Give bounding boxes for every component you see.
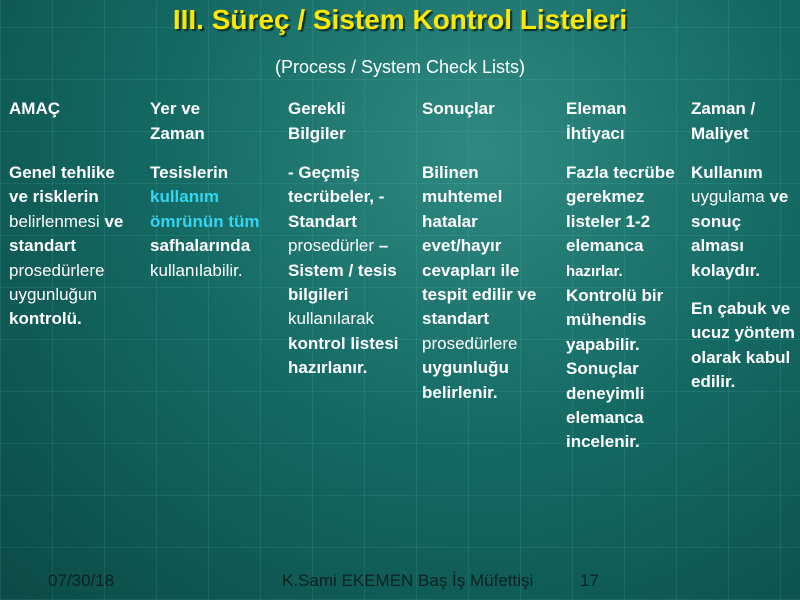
header-line: Zaman /: [691, 99, 756, 118]
cell-text: hazırlar.: [566, 262, 623, 280]
cell-text: ve sonuç alması kolaydır.: [691, 187, 789, 280]
cell-paragraph: [691, 161, 795, 283]
cell-text: Genel tehlike ve risklerin: [9, 163, 115, 207]
header-yer-zaman: [150, 96, 280, 146]
cell-sonuclar: [422, 161, 555, 405]
cell-text: kullanılabilir.: [150, 260, 243, 280]
cell-text: En çabuk ve ucuz yöntem olarak kabul edilir.: [691, 299, 795, 392]
slide-title: III. Süreç / Sistem Kontrol Listeleri: [172, 4, 628, 35]
cell-text: prosedürlere uygunluğun: [9, 260, 105, 305]
cell-text: kullanılarak: [288, 309, 374, 329]
cell-text: prosedürler: [288, 236, 374, 256]
header-line: Yer ve: [150, 99, 201, 118]
cell-text: safhalarında: [150, 236, 251, 256]
cell-text: - Standart: [288, 187, 385, 231]
cell-text: kontrol listesi hazırlanır.: [288, 333, 399, 378]
cell-text: belirlenmesi: [9, 211, 100, 231]
cell-gerekli-bilgiler: [288, 161, 413, 381]
cell-text: - Geçmiş tecrübeler,: [288, 163, 374, 207]
cell-text: Kontrolü bir mühendis yapabilir. Sonuçlar deneyimli elemanca incelenir.: [566, 286, 664, 452]
header-line: Gerekli: [288, 99, 346, 118]
header-line: Sonuçlar: [422, 99, 495, 118]
cell-text: uygunluğu belirlenir.: [422, 358, 509, 402]
cell-paragraph: [691, 297, 795, 395]
header-amac: [9, 96, 139, 121]
cell-text: – Sistem / tesis bilgileri: [288, 236, 397, 305]
header-line: İhtiyacı: [566, 124, 625, 143]
header-sonuclar: [422, 96, 552, 121]
footer-date: 07/30/18: [48, 571, 115, 590]
header-zaman-maliyet: [691, 96, 796, 146]
header-line: Bilgiler: [288, 124, 346, 143]
cell-zaman-maliyet: [691, 161, 795, 395]
cell-amac: [9, 161, 137, 332]
cell-eleman-ihtiyaci: [566, 161, 684, 455]
cell-text: prosedürlere: [422, 333, 518, 353]
cell-text: Tesislerin: [150, 163, 229, 182]
cell-text: kontrolü.: [9, 309, 82, 329]
cell-text: kullanım ömrünün tüm: [150, 187, 260, 231]
cell-text: Fazla tecrübe gerekmez listeler 1-2 elemanca: [566, 163, 675, 256]
slide-subtitle: (Process / System Check Lists): [274, 57, 526, 77]
header-eleman-ihtiyaci: [566, 96, 681, 146]
footer-page-number: 17: [580, 571, 599, 590]
cell-text: uygulama: [691, 187, 765, 207]
header-line: AMAÇ: [9, 99, 60, 118]
header-gerekli-bilgiler: [288, 96, 413, 146]
header-line: Zaman: [150, 124, 205, 143]
header-line: Maliyet: [691, 124, 749, 143]
footer-author: K.Sami EKEMEN Baş İş Müfettişi: [282, 571, 534, 590]
header-line: Eleman: [566, 99, 627, 118]
cell-text: Bilinen muhtemel hatalar evet/hayır cevapları ile tespit edilir ve standart: [422, 163, 537, 329]
cell-text: ve standart: [9, 211, 124, 256]
cell-text: Kullanım: [691, 163, 763, 182]
cell-yer-zaman: [150, 161, 284, 283]
